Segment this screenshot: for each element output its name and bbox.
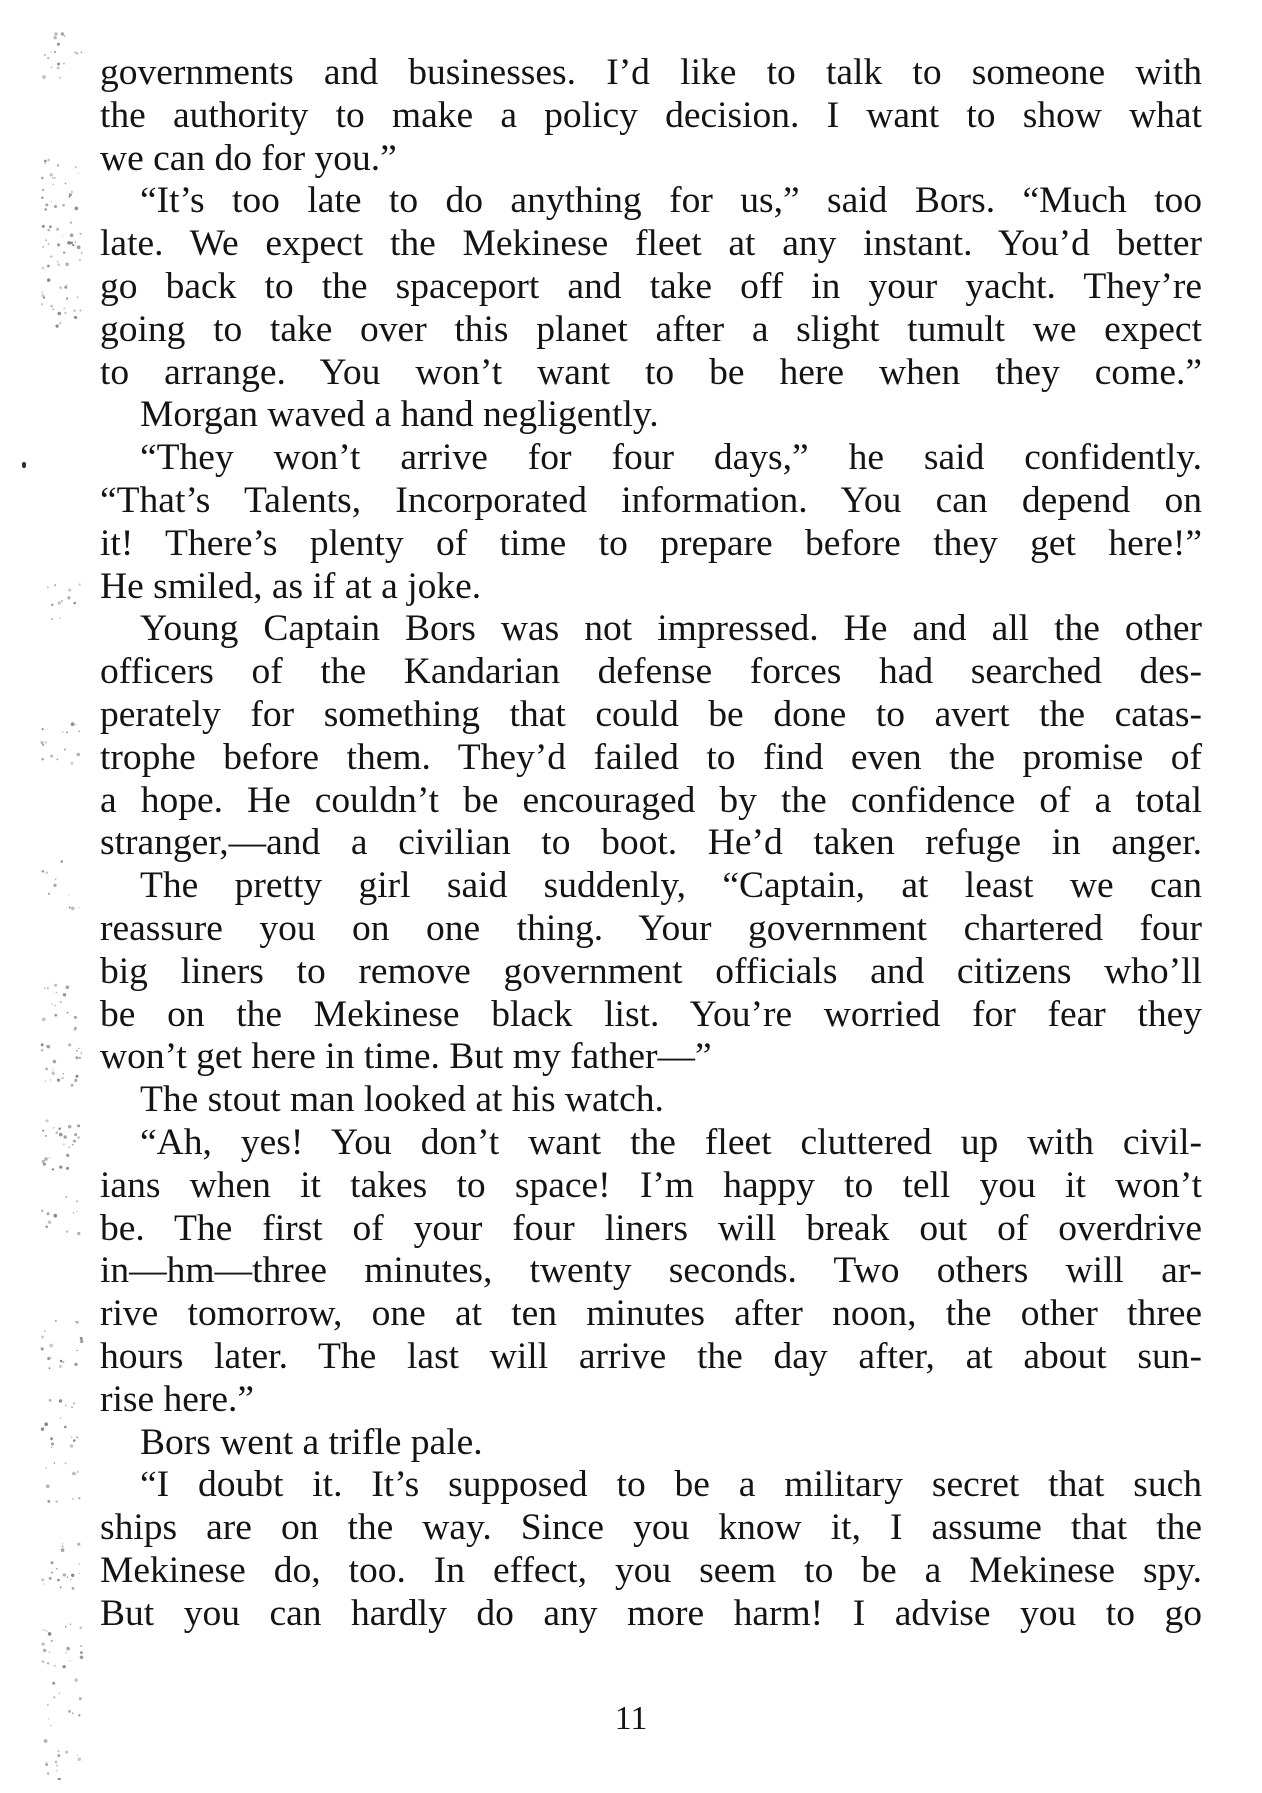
text-line: be. The first of your four liners will break out of overdrive bbox=[100, 1207, 1202, 1249]
text-line: perately for something that could be done to avert the catas- bbox=[100, 693, 1202, 735]
text-line: in—hm—three minutes, twenty seconds. Two others will ar- bbox=[100, 1250, 1202, 1292]
text-line: Bors went a trifle pale. bbox=[140, 1421, 483, 1463]
text-line: rive tomorrow, one at ten minutes after noon, the other three bbox=[100, 1293, 1202, 1335]
text-line: a hope. He couldn’t be encouraged by the confidence of a total bbox=[100, 779, 1202, 821]
text-line: Morgan waved a hand negligently. bbox=[140, 394, 659, 436]
text-line: ians when it takes to space! I’m happy to tell you it won’t bbox=[100, 1164, 1202, 1206]
text-line: the authority to make a policy decision. I want to show what bbox=[100, 94, 1202, 136]
text-line: rise here.” bbox=[100, 1378, 255, 1420]
text-line: He smiled, as if at a joke. bbox=[100, 565, 482, 607]
text-line: big liners to remove government officials and citizens who’ll bbox=[100, 950, 1202, 992]
text-line: going to take over this planet after a slight tumult we expect bbox=[100, 308, 1202, 350]
text-line: we can do for you.” bbox=[100, 137, 397, 179]
text-line: governments and businesses. I’d like to talk to someone with bbox=[100, 52, 1202, 93]
text-line: to arrange. You won’t want to be here when they come.” bbox=[100, 351, 1202, 393]
text-line: The pretty girl said suddenly, “Captain, at least we can bbox=[140, 865, 1202, 907]
text-line: The stout man looked at his watch. bbox=[140, 1079, 664, 1121]
text-line: go back to the spaceport and take off in your yacht. They’re bbox=[100, 265, 1202, 307]
text-line: “They won’t arrive for four days,” he said confidently. bbox=[140, 437, 1202, 479]
text-line: Mekinese do, too. In effect, you seem to be a Mekinese spy. bbox=[100, 1549, 1202, 1591]
text-line: late. We expect the Mekinese fleet at any instant. You’d better bbox=[100, 223, 1202, 265]
text-line: stranger,—and a civilian to boot. He’d taken refuge in anger. bbox=[100, 822, 1202, 864]
text-line: “I doubt it. It’s supposed to be a military secret that such bbox=[140, 1464, 1202, 1506]
text-line: But you can hardly do any more harm! I advise you to go bbox=[100, 1592, 1202, 1634]
text-line: “That’s Talents, Incorporated information. You can depend on bbox=[100, 479, 1202, 521]
text-line: trophe before them. They’d failed to find even the promise of bbox=[100, 736, 1202, 778]
text-line: reassure you on one thing. Your government chartered four bbox=[100, 907, 1202, 949]
text-line: “Ah, yes! You don’t want the fleet cluttered up with civil- bbox=[140, 1121, 1202, 1163]
text-line: officers of the Kandarian defense forces had searched des- bbox=[100, 651, 1202, 693]
text-line: Young Captain Bors was not impressed. He and all the other bbox=[140, 608, 1202, 650]
text-line: “It’s too late to do anything for us,” said Bors. “Much too bbox=[140, 180, 1202, 222]
page-number: 11 bbox=[614, 1700, 648, 1737]
text-line: won’t get here in time. But my father—” bbox=[100, 1036, 712, 1078]
text-line: it! There’s plenty of time to prepare before they get here!” bbox=[100, 522, 1202, 564]
text-line: ships are on the way. Since you know it, I assume that the bbox=[100, 1507, 1202, 1549]
stray-ink-mark bbox=[22, 462, 26, 468]
gutter-speckle-texture bbox=[40, 20, 100, 1780]
text-line: hours later. The last will arrive the day after, at about sun- bbox=[100, 1335, 1202, 1377]
text-line: be on the Mekinese black list. You’re worried for fear they bbox=[100, 993, 1202, 1035]
body-text bbox=[100, 52, 1202, 1635]
